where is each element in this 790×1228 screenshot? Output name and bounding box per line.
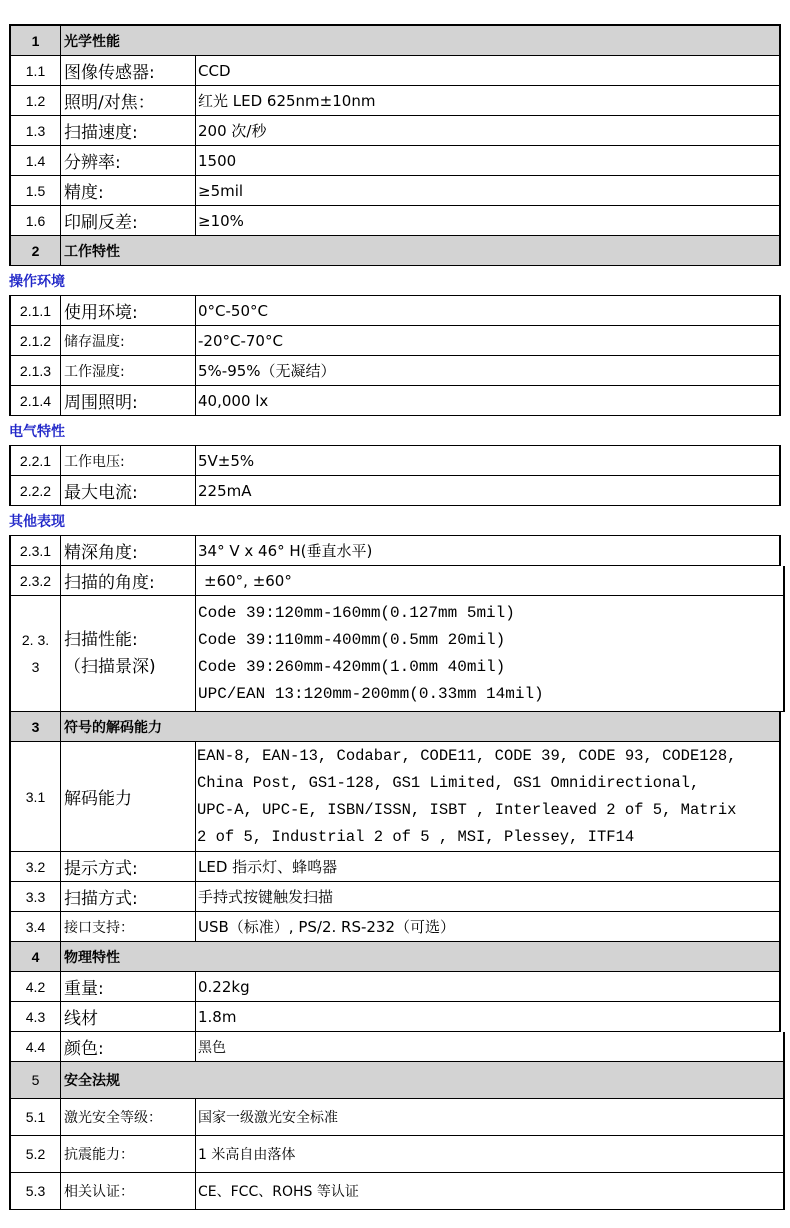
item-number: 2.3.2 bbox=[11, 566, 61, 595]
item-label: 激光安全等级： bbox=[61, 1099, 196, 1135]
item-value: LED 指示灯、蜂鸣器 bbox=[198, 858, 338, 876]
value-line: UPC-A, UPC-E, ISBN/ISSN, ISBT , Interleaved 2 of 5, Matrix bbox=[197, 800, 737, 819]
section-title: 工作特性 bbox=[64, 243, 120, 260]
item-value: ≥10% bbox=[198, 211, 244, 230]
item-number: 5.1 bbox=[11, 1099, 61, 1135]
table-row bbox=[9, 56, 781, 86]
value-line: 2 of 5, Industrial 2 of 5 , MSI, Plessey, ITF14 bbox=[197, 827, 635, 846]
table-row bbox=[9, 116, 781, 146]
item-label: 最大电流: bbox=[61, 476, 196, 505]
item-number: 2.1.3 bbox=[11, 356, 61, 385]
table-row bbox=[9, 86, 781, 116]
item-label: 分辨率: bbox=[61, 146, 196, 175]
section-number: 4 bbox=[11, 942, 61, 971]
table-row bbox=[9, 326, 781, 356]
table-row bbox=[9, 912, 781, 942]
item-label bbox=[61, 596, 196, 711]
item-number: 2.3.1 bbox=[11, 536, 61, 565]
section-header bbox=[9, 1062, 785, 1099]
section-header bbox=[9, 236, 781, 266]
item-number: 3.3 bbox=[11, 882, 61, 911]
table-row bbox=[9, 146, 781, 176]
item-value: 5%-95%（无凝结） bbox=[198, 362, 336, 380]
item-number: 4.2 bbox=[11, 972, 61, 1001]
table-row bbox=[9, 882, 781, 912]
item-label: 线材 bbox=[61, 1002, 196, 1031]
item-number: 3.2 bbox=[11, 852, 61, 881]
item-number: 1.6 bbox=[11, 206, 61, 235]
table-row bbox=[9, 176, 781, 206]
item-value: 黑色 bbox=[198, 1039, 226, 1056]
item-label: 储存温度: bbox=[61, 326, 196, 355]
table-row bbox=[9, 1002, 781, 1032]
subsection-title: 电气特性 bbox=[9, 423, 65, 440]
item-number: 1.1 bbox=[11, 56, 61, 85]
table-row bbox=[9, 536, 781, 566]
item-number: 5.3 bbox=[11, 1173, 61, 1209]
item-number-line: 3 bbox=[31, 658, 40, 675]
section-number: 5 bbox=[11, 1062, 61, 1098]
item-value: 40,000 lx bbox=[198, 391, 269, 410]
subsection-title: 其他表现 bbox=[9, 513, 65, 530]
spec-table bbox=[9, 24, 781, 1210]
table-row bbox=[9, 386, 781, 416]
item-label: 精深角度: bbox=[61, 536, 196, 565]
value-line: UPC/EAN 13:120mm-200mm(0.33mm 14mil) bbox=[198, 684, 544, 703]
value-line: Code 39:110mm-400mm(0.5mm 20mil) bbox=[198, 630, 506, 649]
item-label: 图像传感器: bbox=[61, 56, 196, 85]
table-row bbox=[9, 1136, 785, 1173]
item-number: 4.3 bbox=[11, 1002, 61, 1031]
table-row bbox=[9, 1173, 785, 1210]
item-number: 2.1.4 bbox=[11, 386, 61, 415]
section-number: 3 bbox=[11, 712, 61, 741]
section-title: 光学性能 bbox=[64, 33, 120, 50]
table-row bbox=[9, 356, 781, 386]
item-label: 扫描方式: bbox=[61, 882, 196, 911]
item-value: 手持式按键触发扫描 bbox=[198, 888, 334, 906]
item-value: 225mA bbox=[198, 481, 252, 500]
table-row bbox=[9, 852, 781, 882]
item-label: 相关认证： bbox=[61, 1173, 196, 1209]
item-label: 颜色: bbox=[61, 1032, 196, 1061]
table-row bbox=[9, 596, 785, 712]
section-header bbox=[9, 24, 781, 56]
subsection-header bbox=[9, 266, 781, 296]
item-value: 国家一级激光安全标准 bbox=[198, 1110, 338, 1126]
section-number: 1 bbox=[11, 26, 61, 55]
item-value: 1 米高自由落体 bbox=[198, 1147, 296, 1163]
table-row bbox=[9, 446, 781, 476]
item-value: CCD bbox=[198, 61, 231, 80]
value-line: Code 39:260mm-420mm(1.0mm 40mil) bbox=[198, 657, 506, 676]
item-label: 照明/对焦： bbox=[61, 86, 196, 115]
item-label: 重量: bbox=[61, 972, 196, 1001]
section-header bbox=[9, 942, 781, 972]
value-line: China Post, GS1-128, GS1 Limited, GS1 Omnidirectional, bbox=[197, 773, 700, 792]
item-number: 3.4 bbox=[11, 912, 61, 941]
item-value bbox=[196, 596, 783, 711]
table-row bbox=[9, 296, 781, 326]
table-row bbox=[9, 206, 781, 236]
item-value: 0.22kg bbox=[198, 977, 250, 996]
item-number: 2.1.2 bbox=[11, 326, 61, 355]
table-row bbox=[9, 566, 785, 596]
item-value bbox=[196, 742, 779, 851]
value-line: EAN-8, EAN-13, Codabar, CODE11, CODE 39, CODE 93, CODE128, bbox=[197, 746, 737, 765]
item-label: 印刷反差: bbox=[61, 206, 196, 235]
table-row bbox=[9, 476, 781, 506]
item-number bbox=[11, 596, 61, 711]
item-value: 1.8m bbox=[198, 1007, 237, 1026]
item-label: 提示方式: bbox=[61, 852, 196, 881]
item-number-line: 2. 3. bbox=[21, 631, 50, 648]
item-value: ≥5mil bbox=[198, 181, 244, 200]
item-label: 解码能力 bbox=[61, 742, 196, 851]
item-value: 1500 bbox=[198, 151, 237, 170]
item-label: 扫描速度: bbox=[61, 116, 196, 145]
item-label-line: 扫描性能: bbox=[64, 629, 138, 650]
item-number: 2.2.1 bbox=[11, 446, 61, 475]
subsection-header bbox=[9, 506, 781, 536]
item-number: 3.1 bbox=[11, 742, 61, 851]
value-line: Code 39:120mm-160mm(0.127mm 5mil) bbox=[198, 603, 515, 622]
item-value: 红光 LED 625nm±10nm bbox=[198, 92, 376, 110]
item-value: ±60°, ±60° bbox=[204, 571, 292, 590]
item-number: 1.3 bbox=[11, 116, 61, 145]
item-label: 抗震能力： bbox=[61, 1136, 196, 1172]
item-number: 2.1.1 bbox=[11, 296, 61, 325]
section-header bbox=[9, 712, 781, 742]
section-number: 2 bbox=[11, 236, 61, 265]
table-row bbox=[9, 972, 781, 1002]
item-label: 工作电压: bbox=[61, 446, 196, 475]
item-value: 0°C-50°C bbox=[198, 301, 268, 320]
item-label: 工作湿度: bbox=[61, 356, 196, 385]
table-row bbox=[9, 742, 781, 852]
table-row bbox=[9, 1099, 785, 1136]
subsection-title: 操作环境 bbox=[9, 273, 65, 290]
item-value: -20°C-70°C bbox=[198, 331, 283, 350]
item-value: CE、FCC、ROHS 等认证 bbox=[198, 1184, 359, 1200]
item-value: 5V±5% bbox=[198, 451, 255, 470]
item-label: 使用环境: bbox=[61, 296, 196, 325]
item-number: 2.2.2 bbox=[11, 476, 61, 505]
section-title: 安全法规 bbox=[64, 1073, 120, 1089]
item-number: 1.5 bbox=[11, 176, 61, 205]
item-label: 精度: bbox=[61, 176, 196, 205]
item-label: 扫描的角度: bbox=[61, 566, 196, 595]
item-value: 34° V x 46° H(垂直水平) bbox=[198, 542, 373, 560]
item-label: 接口支持： bbox=[61, 912, 196, 941]
item-value: 200 次/秒 bbox=[198, 122, 267, 140]
section-title: 物理特性 bbox=[64, 949, 120, 966]
item-label: 周围照明: bbox=[61, 386, 196, 415]
item-value: USB（标准）, PS/2. RS-232（可选） bbox=[198, 918, 456, 936]
section-title: 符号的解码能力 bbox=[64, 719, 162, 736]
item-number: 4.4 bbox=[11, 1032, 61, 1061]
item-number: 1.4 bbox=[11, 146, 61, 175]
item-number: 5.2 bbox=[11, 1136, 61, 1172]
subsection-header bbox=[9, 416, 781, 446]
item-number: 1.2 bbox=[11, 86, 61, 115]
table-row bbox=[9, 1032, 785, 1062]
item-label-line: （扫描景深) bbox=[64, 656, 156, 677]
